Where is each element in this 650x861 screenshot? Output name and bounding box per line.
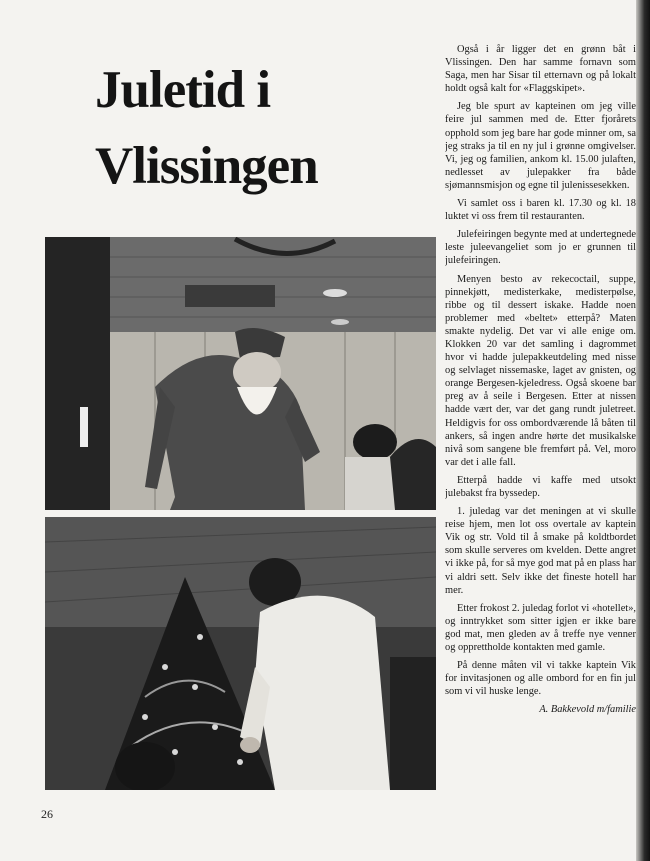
paragraph-7: 1. juledag var det meningen at vi skulle reise hjem, men lot oss overtale av kaptein Vik og str. Vold til å smake på koldtbordet som skulle serveres om kvelden. Dette angret vi ikke på, for så mye god mat på en plass har vi aldri sett. Selv ikke det fineste hotell har mer. xyxy=(445,506,636,596)
paragraph-9: På denne måten vil vi takke kaptein Vik for invitasjonen og alle ombord for en fin jul som vi vil huske lenge. xyxy=(445,660,636,698)
paragraph-4: Julefeiringen begynte med at undertegnede leste juleevangeliet som jo er grunnen til julefeiringen. xyxy=(445,229,636,267)
photo-tree-image xyxy=(45,517,436,790)
article-title xyxy=(95,52,415,204)
title-line-2: Vlissingen xyxy=(95,137,318,195)
paragraph-8: Etter frokost 2. juledag forlot vi «hotellet», og inntrykket som sitter igjen er ikke bare god mat, men gleden av å treffe nye venner og opprettholde kontakten med gamle. xyxy=(445,602,636,654)
photo-christmas-tree xyxy=(45,517,436,790)
signature: A. Bakkevold m/familie xyxy=(539,704,636,716)
title-line-1: Juletid i xyxy=(95,61,271,119)
page-number: 26 xyxy=(41,807,53,821)
paragraph-1: Også i år ligger det en grønn båt i Vlissingen. Den har samme fornavn som Saga, men har Sisar til etternavn og på lokalt holdt også kalt for «Flaggskipet». xyxy=(445,44,636,95)
paragraph-3: Vi samlet oss i baren kl. 17.30 og kl. 18 luktet vi oss frem til restauranten. xyxy=(445,198,636,223)
article-body xyxy=(445,43,636,722)
paragraph-5: Menyen besto av rekecoctail, suppe, pinnekjøtt, medisterkake, medisterpølse, ribbe og til dessert iskake. Hadde noen problemer med «beltet» etterpå? Maten smakte nydelig. Det var vi alle enige om. Klokken 20 var det samling i dagrommet hvor vi hadde julepakkeutdeling med nisse og selvlaget nissemaske, laget av gnisten, og orange Bergesen-kjeledress. Også skoene bar preg av å seile i Bergesen. Etter at nissen hadde vært der, var det gang rundt juletreet. Heldigvis for oss ombordværende lå båten til ankers, så ingen andre hørte det musikalske nivå som sangene ble fremført på. Vel, moro var det i alle fall. xyxy=(445,273,636,468)
paragraph-6: Etterpå hadde vi kaffe med utsokt julebakst fra byssedep. xyxy=(445,474,636,499)
book-spine-shadow xyxy=(636,0,650,861)
photo-santa-claus xyxy=(45,237,436,510)
paragraph-2: Jeg ble spurt av kapteinen om jeg ville feire jul sammen med de. Etter fjorårets opphold som jeg bare har gode minner om, sa jeg straks ja til en ny jul i grønne omgivelser. Vi, jeg og familien, ankom kl. 15.00 julaften, nedlesset av julepakker fra både sjømannsmisjon og egne til julenissesekken. xyxy=(445,101,636,191)
photo-santa-image xyxy=(45,237,436,510)
